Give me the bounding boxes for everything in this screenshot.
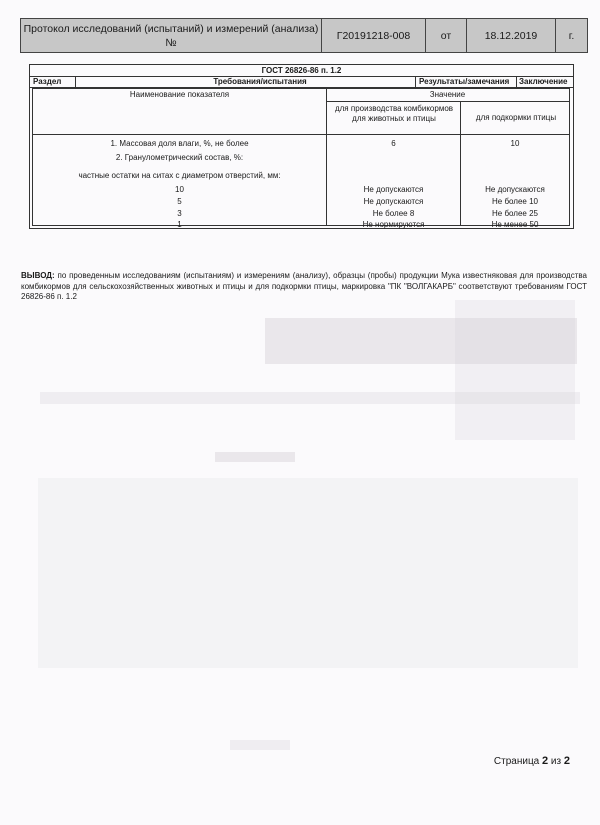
divider: [516, 76, 517, 87]
page-of: из: [550, 756, 562, 767]
col-requirements: Требования/испытания: [213, 77, 307, 86]
bleed-through-block: [215, 452, 295, 462]
from-label: от: [426, 19, 467, 52]
columns-row: [30, 76, 573, 88]
table-row-value-feed: Не допускаются: [363, 197, 424, 206]
table-row-name: 10: [175, 185, 184, 194]
indicator-table: [32, 88, 570, 229]
conclusion-label: ВЫВОД:: [21, 271, 55, 280]
table-row-value-feed: Не допускаются: [363, 185, 424, 194]
standard-row: ГОСТ 26826-86 п. 1.2: [30, 65, 573, 77]
bleed-through-block: [40, 392, 580, 404]
table-row-name: частные остатки на ситах с диаметром отверстий, мм:: [78, 171, 281, 180]
table-row-value-poultry: 10: [510, 139, 520, 148]
protocol-header: [20, 18, 588, 53]
table-row-name: 3: [177, 209, 182, 218]
value-subheader-feed: для производства комбикормов для животных и птицы: [334, 104, 454, 123]
table-row-name: 2. Гранулометрический состав, %:: [115, 153, 244, 162]
table-row-name: 1. Массовая доля влаги, %, не более: [110, 139, 249, 148]
table-row-value-poultry: Не допускаются: [485, 185, 545, 194]
table-row-value-poultry: Не менее 50: [491, 220, 539, 229]
page-total: 2: [563, 755, 570, 767]
indicator-header: Наименование показателя: [129, 90, 230, 99]
col-conclusion: Заключение: [519, 77, 568, 86]
value-subheader-poultry: для подкормки птицы: [475, 113, 557, 122]
value-header: Значение: [429, 90, 466, 99]
conclusion-paragraph: [21, 271, 587, 303]
page-number: [494, 755, 570, 767]
bleed-through-block: [230, 740, 290, 750]
bleed-through-block: [455, 300, 575, 440]
col-results: Результаты/замечания: [419, 77, 510, 86]
table-row-value-feed: Не более 8: [372, 209, 415, 218]
table-row-name: 5: [177, 197, 182, 206]
table-row-value-poultry: Не более 25: [492, 209, 538, 218]
protocol-date: 18.12.2019: [467, 19, 556, 52]
conclusion-text: по проведенным исследованиям (испытаниям) и измерениям (анализу), образцы (пробы) продукции Мука известняковая для производства комбикормов для сельскохозяйственных животных и птицы и для подкормки птицы, маркировка "ПК "ВОЛГАКАРБ" соответствуют требованиям ГОСТ 26826-86 п. 1.2: [21, 271, 587, 301]
table-row-name: 1: [177, 220, 182, 229]
page-current: 2: [542, 755, 549, 767]
bleed-through-block: [38, 478, 578, 668]
divider: [326, 101, 569, 102]
protocol-title: Протокол исследований (испытаний) и измерений (анализа) №: [21, 19, 322, 52]
table-row-value-poultry: Не более 10: [492, 197, 538, 206]
results-table: [29, 64, 574, 229]
table-row-value-feed: 6: [391, 139, 396, 148]
year-suffix: г.: [568, 29, 575, 42]
divider: [415, 76, 416, 87]
divider: [33, 134, 569, 135]
col-section: Раздел: [33, 77, 62, 86]
divider: [75, 76, 76, 87]
table-row-value-feed: Не нормируются: [362, 220, 425, 229]
page-prefix: Страница: [493, 756, 540, 767]
protocol-number: Г20191218-008: [322, 19, 426, 52]
